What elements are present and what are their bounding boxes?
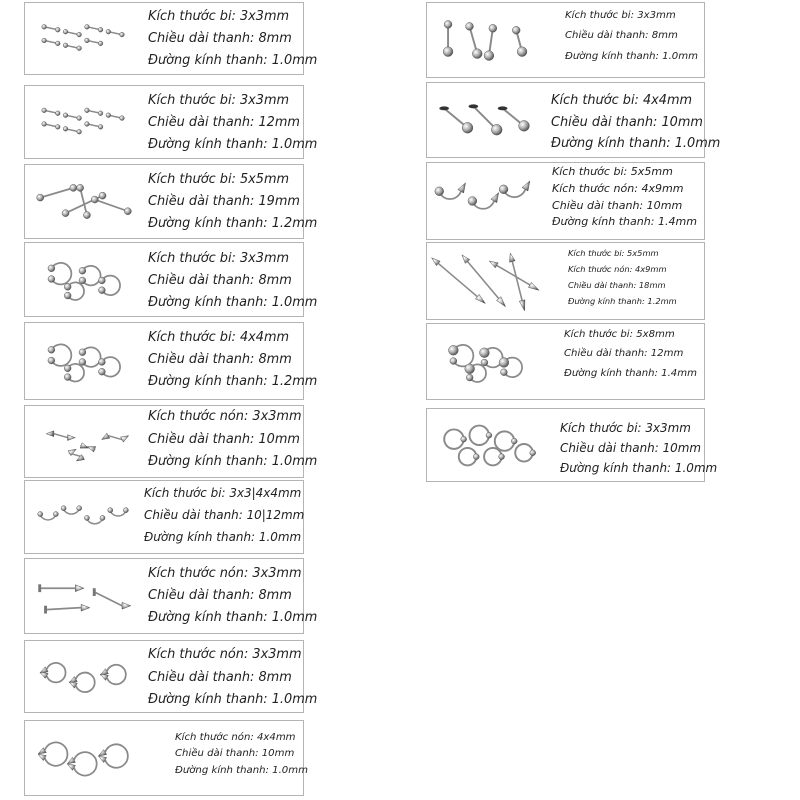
spec-line: Chiều dài thanh: 8mm bbox=[148, 588, 292, 604]
ball-end bbox=[98, 27, 103, 32]
product-card bbox=[426, 408, 718, 482]
ball-end bbox=[120, 32, 125, 37]
ball-end bbox=[77, 129, 82, 134]
spec-line: Chiều dài thanh: 10mm bbox=[552, 198, 683, 212]
ring-shaft bbox=[45, 742, 68, 765]
product-image bbox=[25, 3, 145, 74]
spec-list bbox=[568, 249, 677, 305]
ball-end bbox=[499, 454, 505, 460]
spec-line: Kích thước bi: 3x3mm bbox=[560, 421, 691, 435]
ball-end bbox=[77, 116, 82, 121]
product-card bbox=[426, 2, 705, 78]
spec-line: Chiều dài thanh: 8mm bbox=[148, 669, 292, 685]
flat-disc bbox=[93, 588, 96, 596]
ball-end bbox=[499, 185, 508, 194]
spec-line: Chiều dài thanh: 12mm bbox=[564, 348, 684, 360]
product-card bbox=[24, 242, 318, 317]
spec-line: Đường kính thanh: 1.0mm bbox=[148, 53, 318, 69]
spec-line: Chiều dài thanh: 12mm bbox=[148, 115, 300, 131]
jewelry-illustration bbox=[38, 742, 128, 775]
spec-line: Đường kính thanh: 1.0mm bbox=[551, 136, 721, 152]
ball-end bbox=[435, 187, 444, 196]
bar-shaft bbox=[46, 608, 81, 610]
ball-end bbox=[461, 436, 467, 442]
ball-end bbox=[120, 116, 125, 121]
jewelry-illustration bbox=[37, 184, 132, 218]
product-image bbox=[25, 165, 145, 238]
ball-end bbox=[91, 196, 98, 203]
spec-line: Đường kính thanh: 1.0mm bbox=[148, 692, 318, 708]
spec-line: Chiều dài thanh: 10mm bbox=[551, 114, 703, 130]
spec-list bbox=[148, 411, 317, 469]
ball-end bbox=[517, 47, 527, 57]
product-card bbox=[24, 558, 318, 634]
ball-end bbox=[443, 47, 453, 57]
ball-end bbox=[63, 126, 68, 131]
ball-end bbox=[98, 111, 103, 116]
spec-line: Đường kính thanh: 1.0mm bbox=[148, 610, 318, 626]
flat-disc bbox=[44, 606, 47, 614]
spec-line: Kích thước bi: 4x4mm bbox=[148, 330, 290, 345]
jewelry-illustration bbox=[40, 663, 126, 692]
product-card bbox=[24, 480, 304, 554]
product-image bbox=[427, 324, 547, 399]
spec-list bbox=[148, 174, 317, 231]
bar-shaft bbox=[80, 188, 87, 215]
ball-end bbox=[48, 346, 55, 353]
spec-line: Đường kính thanh: 1.0mm bbox=[148, 454, 318, 470]
product-card bbox=[24, 85, 318, 159]
spike-end bbox=[46, 431, 54, 437]
spec-line: Chiều dài thanh: 10|12mm bbox=[144, 508, 305, 523]
ball-end bbox=[85, 38, 90, 43]
spec-line: Kích thước nón: 3x3mm bbox=[148, 409, 302, 424]
ball-end bbox=[486, 432, 492, 438]
flat-disc bbox=[498, 106, 508, 110]
bar-shaft bbox=[95, 200, 128, 212]
product-image bbox=[25, 721, 145, 795]
ball-end bbox=[98, 359, 105, 366]
ball-end bbox=[124, 208, 131, 215]
ball-end bbox=[468, 197, 477, 206]
ball-end bbox=[55, 41, 60, 46]
product-image bbox=[427, 163, 547, 239]
ball-end bbox=[55, 27, 60, 32]
jewelry-illustration bbox=[449, 345, 523, 382]
spike-end bbox=[121, 436, 129, 442]
ball-end bbox=[64, 292, 71, 299]
flat-disc bbox=[469, 104, 479, 108]
spec-line: Đường kính thanh: 1.0mm bbox=[148, 137, 318, 153]
spec-line: Chiều dài thanh: 10mm bbox=[175, 748, 295, 760]
ball-end bbox=[450, 358, 457, 365]
spec-list bbox=[148, 11, 317, 68]
ball-end bbox=[85, 122, 90, 127]
spec-line: Kích thước bi: 3x3mm bbox=[148, 9, 290, 24]
ball-end bbox=[84, 515, 89, 520]
flat-disc bbox=[439, 106, 449, 110]
ball-end bbox=[63, 113, 68, 118]
spike-end bbox=[522, 181, 530, 191]
ball-end bbox=[462, 122, 473, 133]
ball-end bbox=[63, 43, 68, 48]
spec-list bbox=[148, 253, 317, 310]
ball-end bbox=[491, 124, 502, 135]
spec-line: Đường kính thanh: 1.2mm bbox=[148, 216, 318, 232]
ball-end bbox=[64, 374, 71, 381]
ring-shaft bbox=[74, 752, 97, 775]
spec-line: Kích thước bi: 3x3mm bbox=[148, 251, 290, 266]
spec-line: Đường kính thanh: 1.0mm bbox=[148, 295, 318, 311]
ball-end bbox=[98, 287, 105, 294]
ball-end bbox=[61, 506, 66, 511]
ball-end bbox=[53, 512, 58, 517]
spike-end bbox=[458, 183, 466, 193]
product-image bbox=[25, 323, 145, 399]
spec-line: Đường kính thanh: 1.0mm bbox=[144, 530, 302, 545]
ball-end bbox=[48, 265, 55, 272]
spec-list bbox=[551, 95, 720, 151]
spike-end bbox=[122, 602, 131, 609]
jewelry-illustration bbox=[38, 506, 129, 524]
product-card bbox=[24, 164, 318, 239]
jewelry-illustration bbox=[432, 253, 540, 311]
spec-line: Đường kính thanh: 1.0mm bbox=[560, 461, 718, 476]
spec-list bbox=[175, 733, 308, 776]
spec-line: Kích thước nón: 4x4mm bbox=[175, 732, 296, 743]
ball-end bbox=[108, 508, 113, 513]
ball-end bbox=[449, 345, 459, 355]
ball-end bbox=[79, 267, 86, 274]
spec-line: Kích thước bi: 3x3|4x4mm bbox=[144, 486, 302, 500]
ball-end bbox=[512, 26, 520, 34]
product-card bbox=[426, 82, 721, 158]
product-image bbox=[25, 481, 145, 553]
jewelry-illustration bbox=[435, 181, 530, 209]
ball-end bbox=[472, 49, 482, 59]
product-image bbox=[25, 641, 145, 712]
ball-end bbox=[55, 125, 60, 130]
ball-end bbox=[38, 512, 43, 517]
product-card bbox=[24, 640, 318, 713]
ring-shaft bbox=[107, 665, 126, 684]
spec-line: Chiều dài thanh: 8mm bbox=[148, 273, 292, 289]
spec-line: Kích thước bi: 4x4mm bbox=[551, 93, 693, 108]
spike-end bbox=[81, 604, 90, 611]
ball-end bbox=[480, 348, 490, 358]
spike-end bbox=[102, 433, 110, 439]
ball-end bbox=[77, 46, 82, 51]
bar-shaft bbox=[108, 436, 122, 440]
ball-end bbox=[42, 38, 47, 43]
spec-list bbox=[144, 488, 304, 544]
bar-shaft bbox=[438, 263, 477, 296]
ball-end bbox=[77, 32, 82, 37]
spec-line: Chiều dài thanh: 8mm bbox=[565, 30, 678, 42]
ball-end bbox=[85, 108, 90, 113]
product-image bbox=[25, 406, 145, 477]
spec-line: Chiều dài thanh: 18mm bbox=[568, 279, 666, 290]
spec-list bbox=[560, 423, 717, 475]
spike-end bbox=[67, 435, 75, 441]
spec-list bbox=[148, 332, 317, 389]
spec-line: Kích thước nón: 4x9mm bbox=[552, 181, 684, 195]
ball-end bbox=[466, 374, 473, 381]
ball-end bbox=[77, 506, 82, 511]
ball-end bbox=[42, 24, 47, 29]
product-image bbox=[427, 409, 547, 481]
spec-list bbox=[148, 568, 317, 625]
ball-end bbox=[484, 51, 494, 61]
jewelry-illustration bbox=[38, 584, 131, 613]
jewelry-illustration bbox=[444, 426, 535, 466]
ball-end bbox=[466, 22, 474, 30]
ball-end bbox=[48, 276, 55, 283]
ball-end bbox=[42, 122, 47, 127]
spike-end bbox=[80, 443, 88, 448]
ball-end bbox=[62, 210, 69, 217]
ball-end bbox=[63, 29, 68, 34]
bar-shaft bbox=[512, 262, 522, 301]
spike-end bbox=[491, 193, 499, 203]
ball-end bbox=[500, 369, 507, 376]
ball-end bbox=[473, 454, 479, 460]
ball-end bbox=[79, 349, 86, 356]
ball-end bbox=[64, 283, 71, 290]
ball-end bbox=[99, 192, 106, 199]
spec-line: Kích thước nón: 3x3mm bbox=[148, 647, 302, 662]
spec-line: Chiều dài thanh: 8mm bbox=[148, 31, 292, 47]
spike-end bbox=[75, 585, 84, 592]
product-card bbox=[24, 405, 318, 478]
spec-list bbox=[564, 330, 697, 379]
jewelry-illustration bbox=[439, 104, 529, 135]
spec-list bbox=[148, 649, 317, 707]
product-image bbox=[25, 559, 145, 633]
spike-end bbox=[528, 282, 539, 290]
spec-line: Chiều dài thanh: 10mm bbox=[560, 441, 702, 456]
ball-end bbox=[123, 508, 128, 513]
jewelry-illustration bbox=[42, 24, 124, 50]
ball-end bbox=[70, 184, 77, 191]
spec-line: Kích thước bi: 3x3mm bbox=[565, 10, 676, 21]
ball-end bbox=[465, 364, 475, 374]
ball-end bbox=[100, 515, 105, 520]
spec-list bbox=[565, 11, 698, 62]
spec-line: Đường kính thanh: 1.4mm bbox=[564, 367, 697, 379]
ring-shaft bbox=[47, 663, 66, 682]
spec-line: Chiều dài thanh: 10mm bbox=[148, 431, 300, 447]
product-card bbox=[24, 322, 318, 400]
spec-line: Đường kính thanh: 1.0mm bbox=[175, 764, 308, 776]
spec-list bbox=[148, 95, 317, 152]
ball-end bbox=[48, 357, 55, 364]
jewelry-illustration bbox=[46, 431, 129, 461]
ring-shaft bbox=[76, 673, 95, 692]
ball-end bbox=[55, 111, 60, 116]
ball-end bbox=[98, 368, 105, 375]
jewelry-illustration bbox=[48, 344, 120, 381]
ball-end bbox=[98, 277, 105, 284]
flat-disc bbox=[38, 584, 41, 592]
jewelry-illustration bbox=[42, 108, 125, 134]
spec-line: Kích thước bi: 5x5mm bbox=[568, 248, 659, 258]
spec-line: Chiều dài thanh: 8mm bbox=[148, 352, 292, 368]
spike-end bbox=[509, 253, 515, 262]
spec-line: Kích thước bi: 3x3mm bbox=[148, 93, 290, 108]
spike-end bbox=[87, 447, 95, 452]
ring-shaft bbox=[51, 344, 71, 365]
ball-end bbox=[77, 184, 84, 191]
spec-line: Đường kính thanh: 1.2mm bbox=[568, 295, 677, 306]
ball-end bbox=[489, 24, 497, 32]
spec-list bbox=[552, 166, 697, 227]
product-card bbox=[426, 242, 705, 320]
product-image bbox=[25, 86, 145, 158]
ball-end bbox=[511, 438, 517, 444]
ball-end bbox=[519, 120, 530, 131]
ring-shaft bbox=[51, 263, 71, 284]
spec-line: Đường kính thanh: 1.0mm bbox=[565, 50, 698, 62]
ball-end bbox=[83, 212, 90, 219]
ball-end bbox=[499, 358, 509, 368]
spec-line: Đường kính thanh: 1.2mm bbox=[148, 374, 318, 390]
product-card bbox=[426, 323, 705, 400]
jewelry-illustration bbox=[48, 263, 120, 300]
ball-end bbox=[85, 24, 90, 29]
spike-end bbox=[519, 300, 525, 311]
product-image bbox=[25, 243, 145, 316]
product-card bbox=[24, 2, 318, 75]
ring-shaft bbox=[105, 744, 128, 767]
spike-end bbox=[489, 261, 498, 268]
ball-end bbox=[42, 108, 47, 113]
ball-end bbox=[106, 29, 111, 34]
ball-end bbox=[444, 21, 452, 29]
ball-end bbox=[530, 450, 536, 456]
ball-end bbox=[106, 113, 111, 118]
bar-shaft bbox=[54, 434, 68, 438]
bar-shaft bbox=[95, 592, 122, 606]
product-image bbox=[427, 83, 547, 157]
ball-end bbox=[98, 125, 103, 130]
ball-end bbox=[37, 194, 44, 201]
ball-end bbox=[98, 41, 103, 46]
product-card bbox=[24, 720, 308, 796]
spec-line: Đường kính thanh: 1.4mm bbox=[552, 215, 698, 229]
product-card bbox=[426, 162, 705, 240]
spec-line: Kích thước bi: 5x5mm bbox=[552, 165, 673, 178]
product-image bbox=[427, 243, 547, 319]
ball-end bbox=[64, 365, 71, 372]
spec-line: Kích thước bi: 5x8mm bbox=[564, 329, 675, 340]
spec-line: Kích thước bi: 5x5mm bbox=[148, 172, 290, 187]
jewelry-illustration bbox=[443, 21, 527, 61]
spec-line: Kích thước nón: 3x3mm bbox=[148, 566, 302, 581]
bar-shaft bbox=[40, 188, 73, 198]
spec-line: Kích thước nón: 4x9mm bbox=[568, 263, 667, 274]
spec-line: Chiều dài thanh: 19mm bbox=[148, 194, 300, 210]
product-image bbox=[427, 3, 547, 77]
